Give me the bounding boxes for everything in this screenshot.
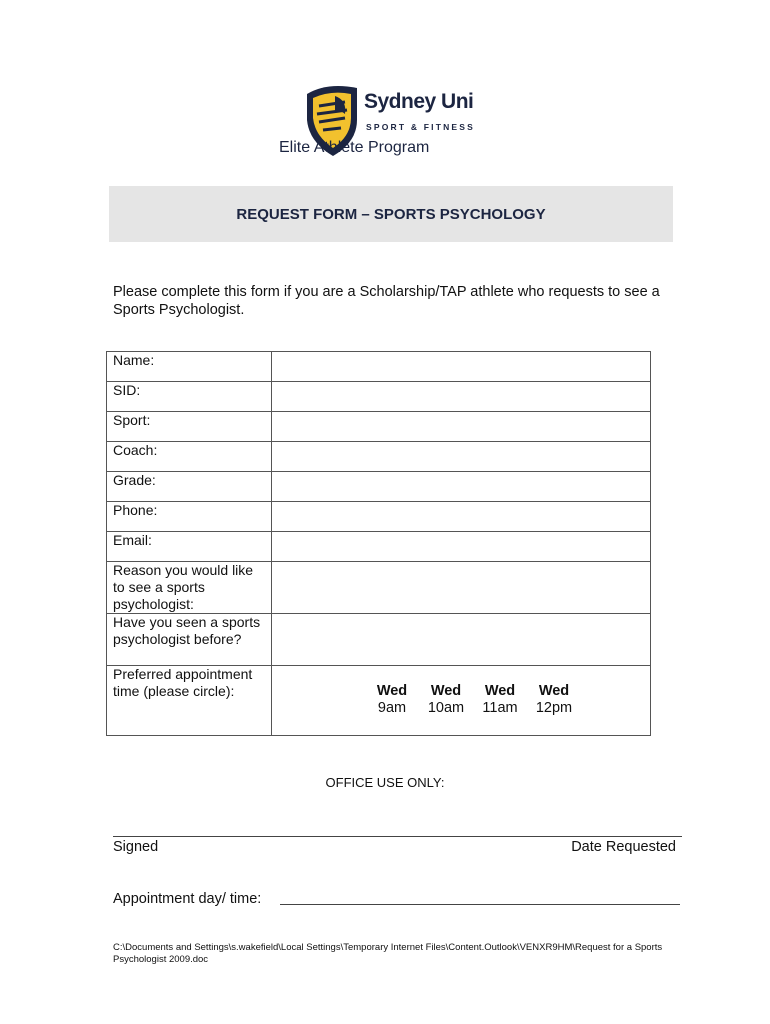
file-path-footer: C:\Documents and Settings\s.wakefield\Local Settings\Temporary Internet Files\Content.Outlook\VENXR9HM\Request for a Sports Psychologist 2009.doc (113, 942, 663, 965)
time-slot-option[interactable] (527, 683, 581, 717)
brand-name: Sydney Uni (364, 90, 474, 113)
field-label: Grade: (107, 472, 272, 502)
field-label: Name: (107, 352, 272, 382)
slot-time: 11am (482, 700, 518, 716)
form-row-sid (107, 382, 651, 412)
field-label: Email: (107, 532, 272, 562)
form-row-seen-before (107, 614, 651, 666)
program-name: Elite Athlete Program (279, 139, 430, 156)
time-slot-option[interactable] (419, 683, 473, 717)
form-row-name (107, 352, 651, 382)
preferred-time-field (272, 666, 651, 736)
reason-field[interactable] (272, 562, 651, 614)
slot-day: Wed (376, 683, 408, 699)
slot-time: 10am (427, 700, 465, 716)
field-label: Coach: (107, 442, 272, 472)
field-label: Have you seen a sports psychologist before? (107, 614, 272, 666)
form-title: REQUEST FORM – SPORTS PSYCHOLOGY (236, 206, 546, 223)
form-row-phone (107, 502, 651, 532)
appointment-line[interactable] (280, 904, 680, 905)
time-slot-options (365, 683, 644, 717)
field-label: SID: (107, 382, 272, 412)
time-slot-option[interactable] (365, 683, 419, 717)
form-row-email (107, 532, 651, 562)
form-row-preferred-time (107, 666, 651, 736)
signed-label: Signed (113, 839, 159, 855)
field-label: Reason you would like to see a sports psychologist: (107, 562, 272, 614)
sid-field[interactable] (272, 382, 651, 412)
signature-line[interactable] (113, 836, 682, 837)
grade-field[interactable] (272, 472, 651, 502)
name-field[interactable] (272, 352, 651, 382)
intro-text: Please complete this form if you are a Scholarship/TAP athlete who requests to see a Sports Psychologist. (113, 284, 660, 318)
office-use-heading: OFFICE USE ONLY: (325, 775, 445, 790)
form-row-coach (107, 442, 651, 472)
form-row-grade (107, 472, 651, 502)
email-field[interactable] (272, 532, 651, 562)
form-row-reason (107, 562, 651, 614)
field-label: Preferred appointment time (please circle): (107, 666, 272, 736)
brand-subtitle: SPORT & FITNESS (366, 122, 476, 132)
date-requested-label: Date Requested (571, 839, 676, 855)
request-form-table (106, 351, 651, 736)
time-slot-option[interactable] (473, 683, 527, 717)
form-row-sport (107, 412, 651, 442)
sport-field[interactable] (272, 412, 651, 442)
slot-day: Wed (430, 683, 462, 699)
field-label: Sport: (107, 412, 272, 442)
field-label: Phone: (107, 502, 272, 532)
coach-field[interactable] (272, 442, 651, 472)
phone-field[interactable] (272, 502, 651, 532)
appointment-label: Appointment day/ time: (113, 891, 262, 907)
slot-day: Wed (484, 683, 516, 699)
seen-before-field[interactable] (272, 614, 651, 666)
title-banner (109, 186, 673, 242)
slot-time: 12pm (535, 700, 573, 716)
slot-day: Wed (538, 683, 570, 699)
slot-time: 9am (377, 700, 407, 716)
